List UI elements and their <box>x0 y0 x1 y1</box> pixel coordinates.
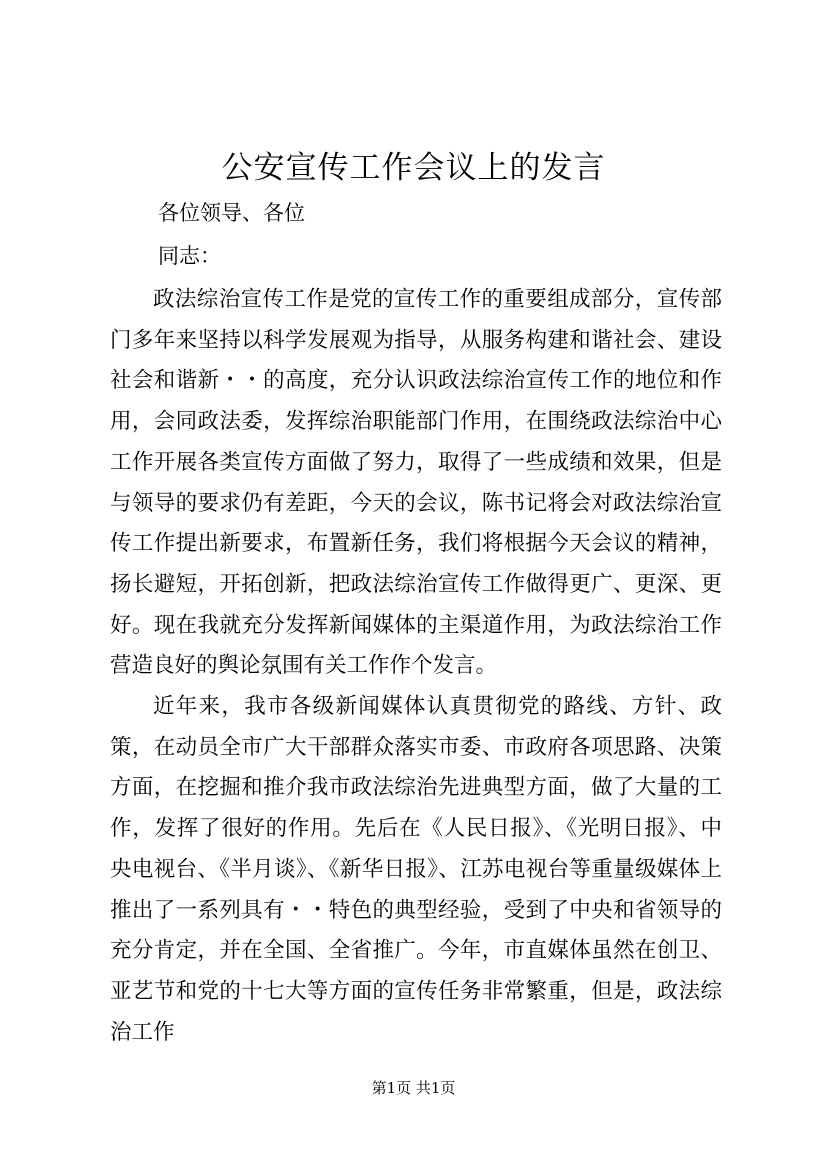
document-title: 公安宣传工作会议上的发言 <box>221 150 606 186</box>
salutation-line-1: 各位领导、各位 <box>158 201 305 225</box>
document-body <box>110 280 722 1053</box>
salutation-line-2: 同志： <box>158 244 221 268</box>
paragraph: 政法综治宣传工作是党的宣传工作的重要组成部分，宣传部门多年来坚持以科学发展观为指导，从服务构建和谐社会、建设社会和谐新・・的高度，充分认识政法综治宣传工作的地位和作用，会同政法委，发挥综治职能部门作用，在围绕政法综治中心工作开展各类宣传方面做了努力，取得了一些成绩和效果，但是与领导的要求仍有差距，今天的会议，陈书记将会对政法综治宣传工作提出新要求，布置新任务，我们将根据今天会议的精神，扬长避短，开拓创新，把政法综治宣传工作做得更广、更深、更好。现在我就充分发挥新闻媒体的主渠道作用，为政法综治工作营造良好的舆论氛围有关工作作个发言。 <box>110 287 722 679</box>
paragraph: 近年来，我市各级新闻媒体认真贯彻党的路线、方针、政策，在动员全市广大干部群众落实市委、市政府各项思路、决策方面，在挖掘和推介我市政法综治先进典型方面，做了大量的工作，发挥了很好的作用。先后在《人民日报》、《光明日报》、中央电视台、《半月谈》、《新华日报》、江苏电视台等重量级媒体上推出了一系列具有・・特色的典型经验，受到了中央和省领导的充分肯定，并在全国、全省推广。今年，市直媒体虽然在创卫、亚艺节和党的十七大等方面的宣传任务非常繁重，但是，政法综治工作 <box>110 694 722 1045</box>
page-number-footer: 第1页 共1页 <box>371 1079 456 1097</box>
